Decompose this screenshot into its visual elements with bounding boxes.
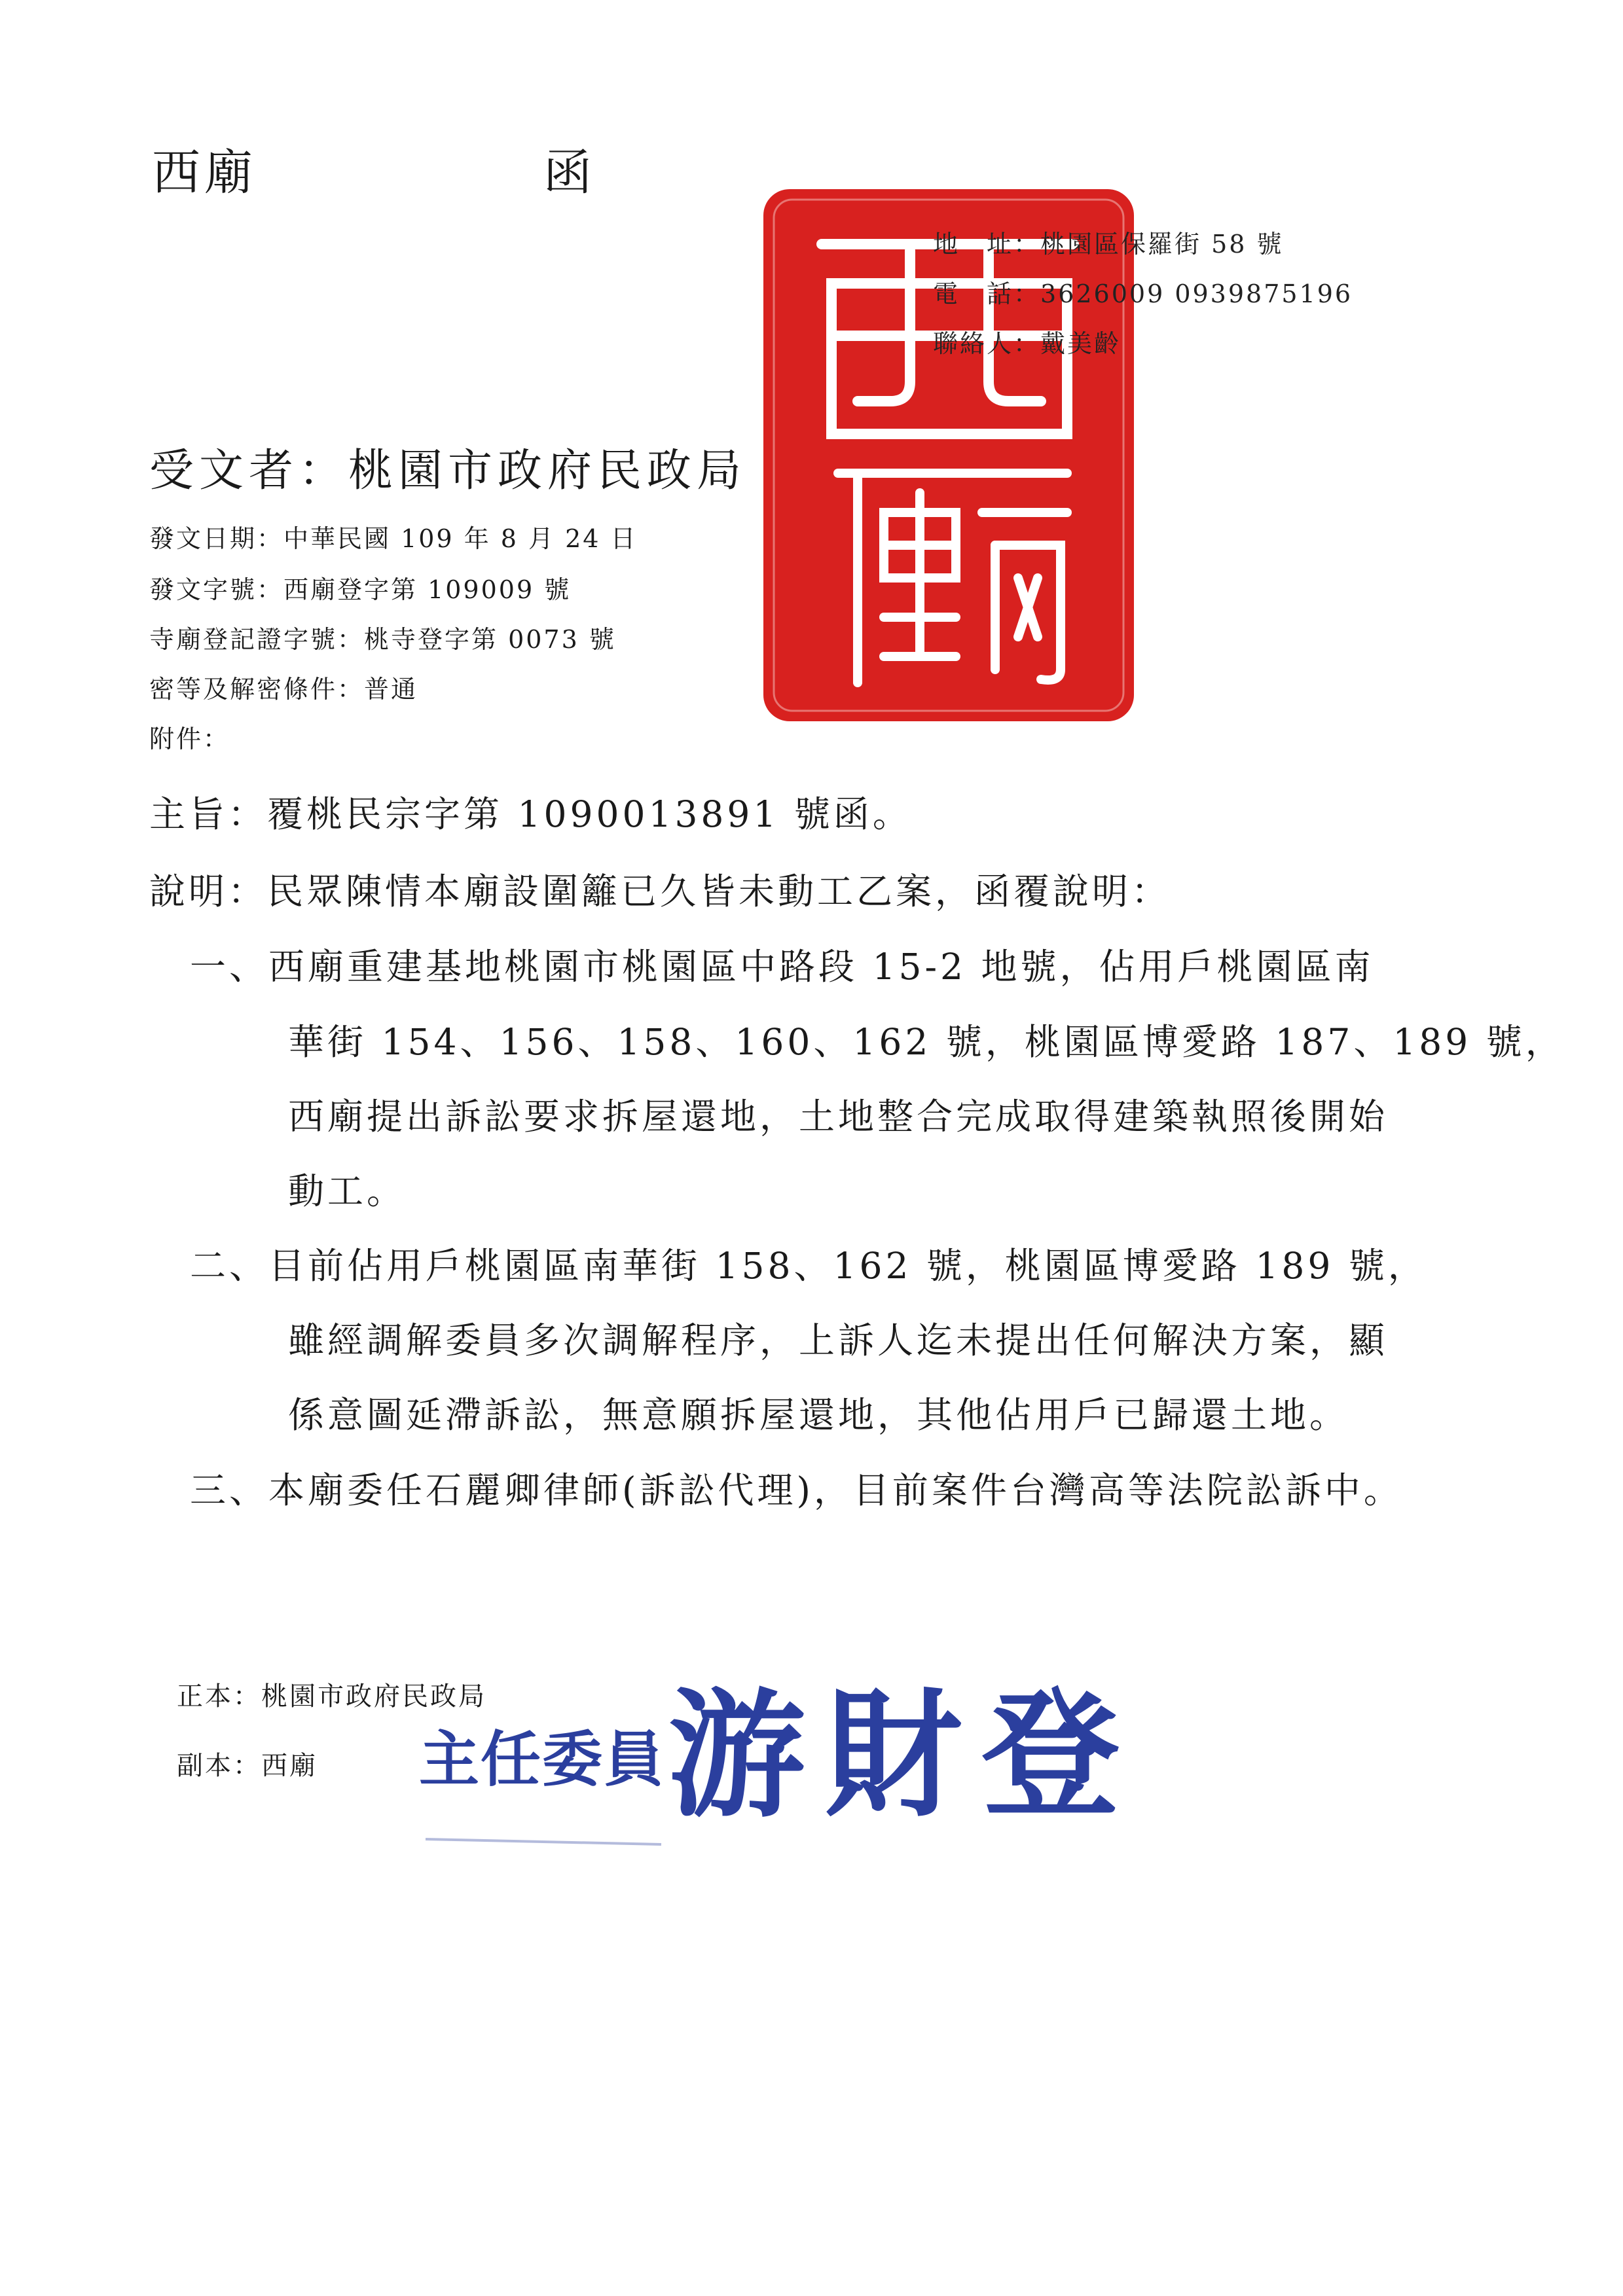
item-1-line: 動工。 <box>288 1170 407 1212</box>
chairman-signature-stamp <box>419 1662 1205 1859</box>
document-number: 發文字號：西廟登字第 109009 號 <box>149 575 572 604</box>
item-1-line: 華街 154、156、158、160、162 號，桃園區博愛路 187、189 號， <box>288 1021 1565 1063</box>
document-type: 函 <box>543 145 592 201</box>
item-2-line: 係意圖延滯訴訟，無意願拆屋還地，其他佔用戶已歸還土地。 <box>288 1394 1349 1436</box>
security-level: 密等及解密條件：普通 <box>149 675 418 704</box>
issue-date: 發文日期：中華民國 109 年 8 月 24 日 <box>149 524 638 553</box>
item-1-line: 一、西廟重建基地桃園市桃園區中路段 15-2 地號，佔用戶桃園區南 <box>190 946 1374 988</box>
address-value: 桃園區保羅街 58 號 <box>1040 230 1284 259</box>
temple-registration-number: 寺廟登記證字號：桃寺登字第 0073 號 <box>149 625 616 654</box>
item-3-line: 三、本廟委任石麗卿律師(訴訟代理)，目前案件台灣高等法院訟訴中。 <box>190 1469 1403 1511</box>
carbon-copy-to: 副本：西廟 <box>177 1751 318 1781</box>
signature-name: 游財登 <box>668 1676 1140 1836</box>
temple-seal-stamp <box>759 185 1138 725</box>
contact-address <box>933 224 1284 260</box>
contact-phone <box>933 274 1353 310</box>
original-copy-to: 正本：桃園市政府民政局 <box>177 1681 486 1712</box>
subject: 主旨：覆桃民宗字第 1090013891 號函。 <box>149 793 912 835</box>
attachment: 附件： <box>149 725 230 753</box>
recipient: 受文者：桃園市政府民政局 <box>149 445 747 497</box>
person-value: 戴美齡 <box>1040 329 1122 358</box>
address-label: 地 址： <box>933 230 1041 259</box>
issuing-organization: 西廟 <box>152 145 257 201</box>
contact-person <box>933 323 1121 359</box>
phone-label: 電 話： <box>933 279 1041 308</box>
item-1-line: 西廟提出訴訟要求拆屋還地，土地整合完成取得建築執照後開始 <box>288 1096 1389 1138</box>
item-2-line: 雖經調解委員多次調解程序，上訴人迄未提出任何解決方案，顯 <box>288 1319 1389 1361</box>
person-label: 聯絡人： <box>933 329 1041 358</box>
explanation: 說明：民眾陳情本廟設圍籬已久皆未動工乙案，函覆說明： <box>149 870 1171 912</box>
phone-value: 3626009 0939875196 <box>1040 279 1353 308</box>
signature-title: 主任委員 <box>419 1724 666 1795</box>
item-2-line: 二、目前佔用戶桃園區南華街 158、162 號，桃園區博愛路 189 號， <box>190 1245 1427 1287</box>
